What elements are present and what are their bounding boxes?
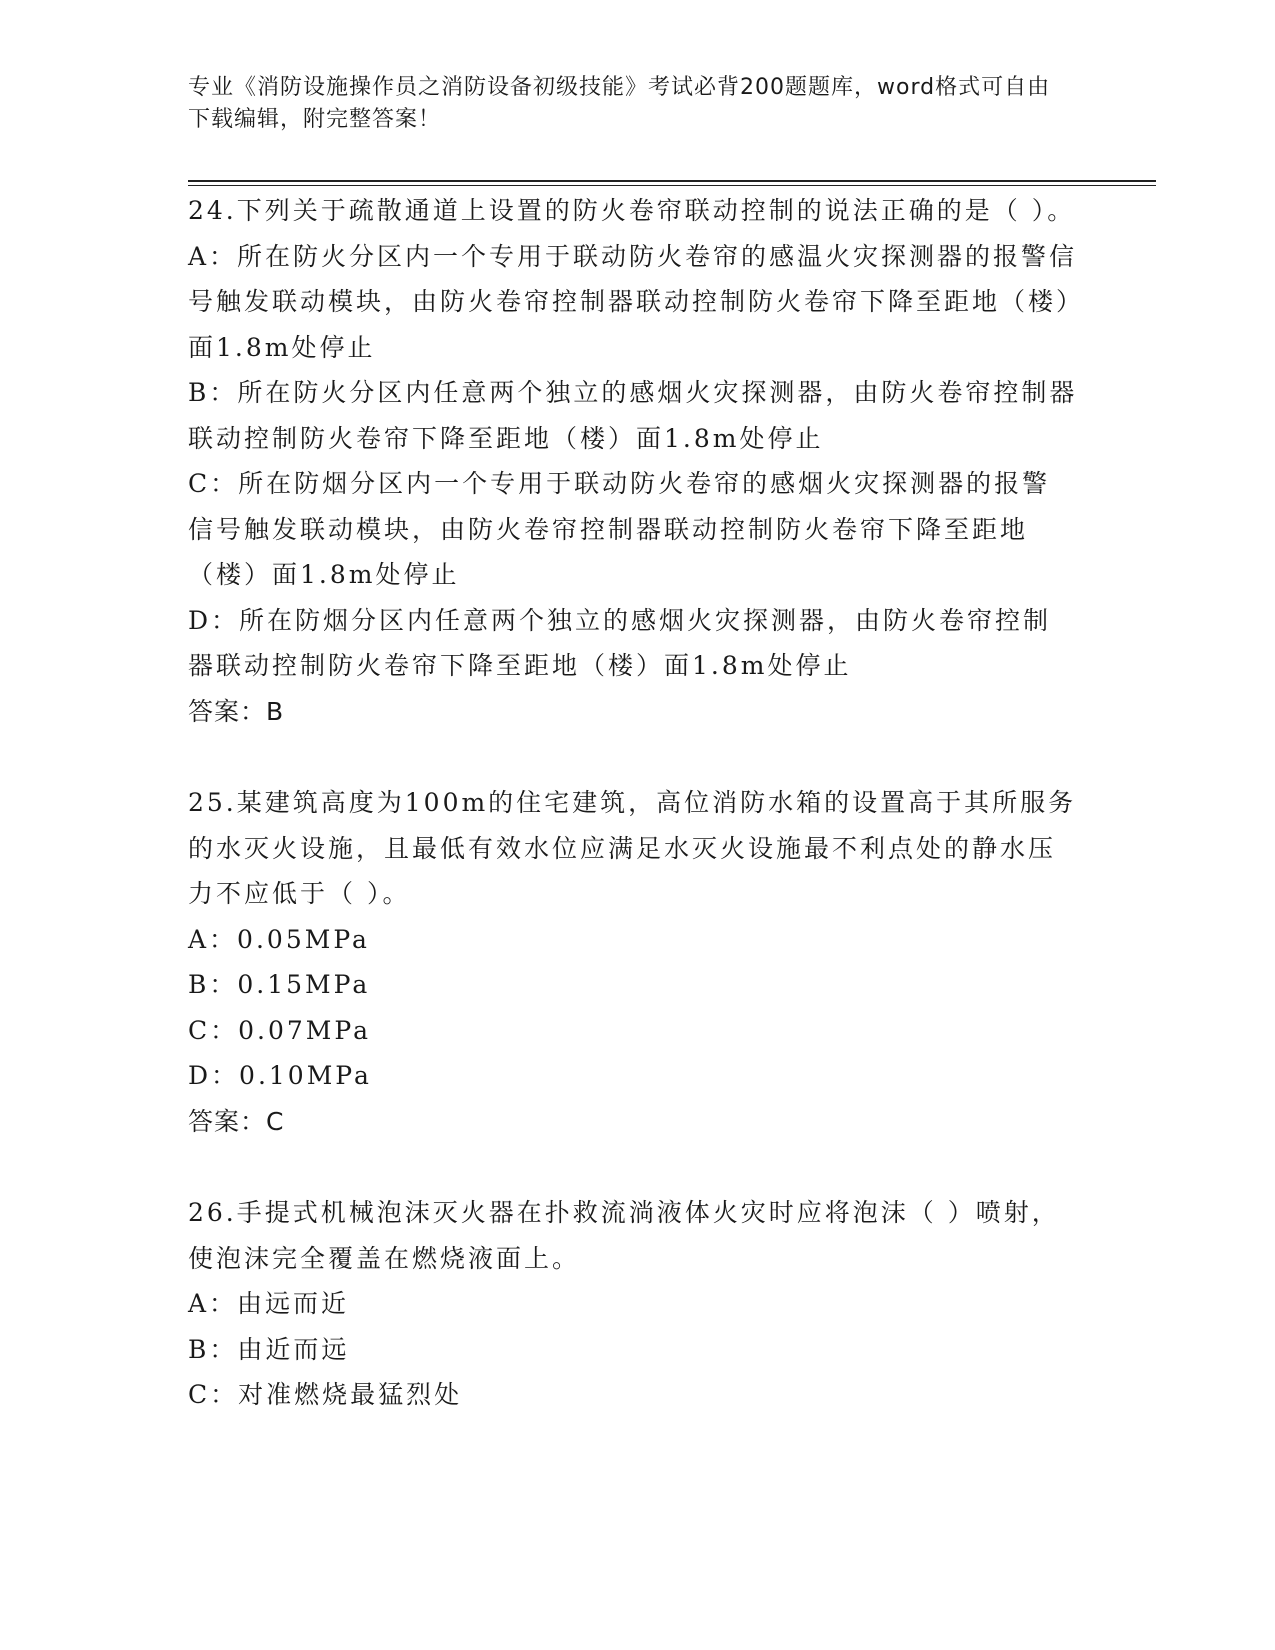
option-b: B：由近而远 <box>188 1334 350 1364</box>
question-stem: 26.手提式机械泡沫灭火器在扑救流淌液体火灾时应将泡沫（ ）喷射，使泡沫完全覆盖在燃烧液面上。 <box>188 1198 1060 1273</box>
answer-label: 答案：C <box>188 1106 285 1136</box>
document-header: 专业《消防设施操作员之消防设备初级技能》考试必背200题题库，word格式可自由下载编辑，附完整答案！ <box>188 75 1051 132</box>
question-list <box>188 188 1078 1464</box>
question-stem: 24.下列关于疏散通道上设置的防火卷帘联动控制的说法正确的是（ ）。 <box>188 196 1076 225</box>
option-a: A：由远而近 <box>188 1289 350 1318</box>
option-a: A：0.05MPa <box>188 924 370 954</box>
header-divider <box>188 180 1156 182</box>
header-divider-thin <box>188 185 1156 186</box>
question-26 <box>188 1190 1078 1418</box>
question-25 <box>188 780 1078 1144</box>
answer-label: 答案：B <box>188 696 285 726</box>
question-stem: 25.某建筑高度为100m的住宅建筑，高位消防水箱的设置高于其所服务的水灭火设施，且最低有效水位应满足水灭火设施最不利点处的静水压力不应低于（ ）。 <box>188 788 1077 908</box>
option-b: B：所在防火分区内任意两个独立的感烟火灾探测器，由防火卷帘控制器联动控制防火卷帘下降至距地（楼）面1.8m处停止 <box>188 378 1078 453</box>
question-24 <box>188 188 1078 734</box>
option-b: B：0.15MPa <box>188 970 371 999</box>
option-a: A：所在防火分区内一个专用于联动防火卷帘的感温火灾探测器的报警信号触发联动模块，由防火卷帘控制器联动控制防火卷帘下降至距地（楼）面1.8m处停止 <box>188 241 1078 362</box>
option-c: C：0.07MPa <box>188 1015 371 1045</box>
option-d: D：0.10MPa <box>188 1061 372 1090</box>
option-d: D：所在防烟分区内任意两个独立的感烟火灾探测器，由防火卷帘控制器联动控制防火卷帘下降至距地（楼）面1.8m处停止 <box>188 605 1052 680</box>
option-c: C：所在防烟分区内一个专用于联动防火卷帘的感烟火灾探测器的报警信号触发联动模块，由防火卷帘控制器联动控制防火卷帘下降至距地（楼）面1.8m处停止 <box>188 469 1051 589</box>
option-c: C：对准燃烧最猛烈处 <box>188 1380 463 1409</box>
